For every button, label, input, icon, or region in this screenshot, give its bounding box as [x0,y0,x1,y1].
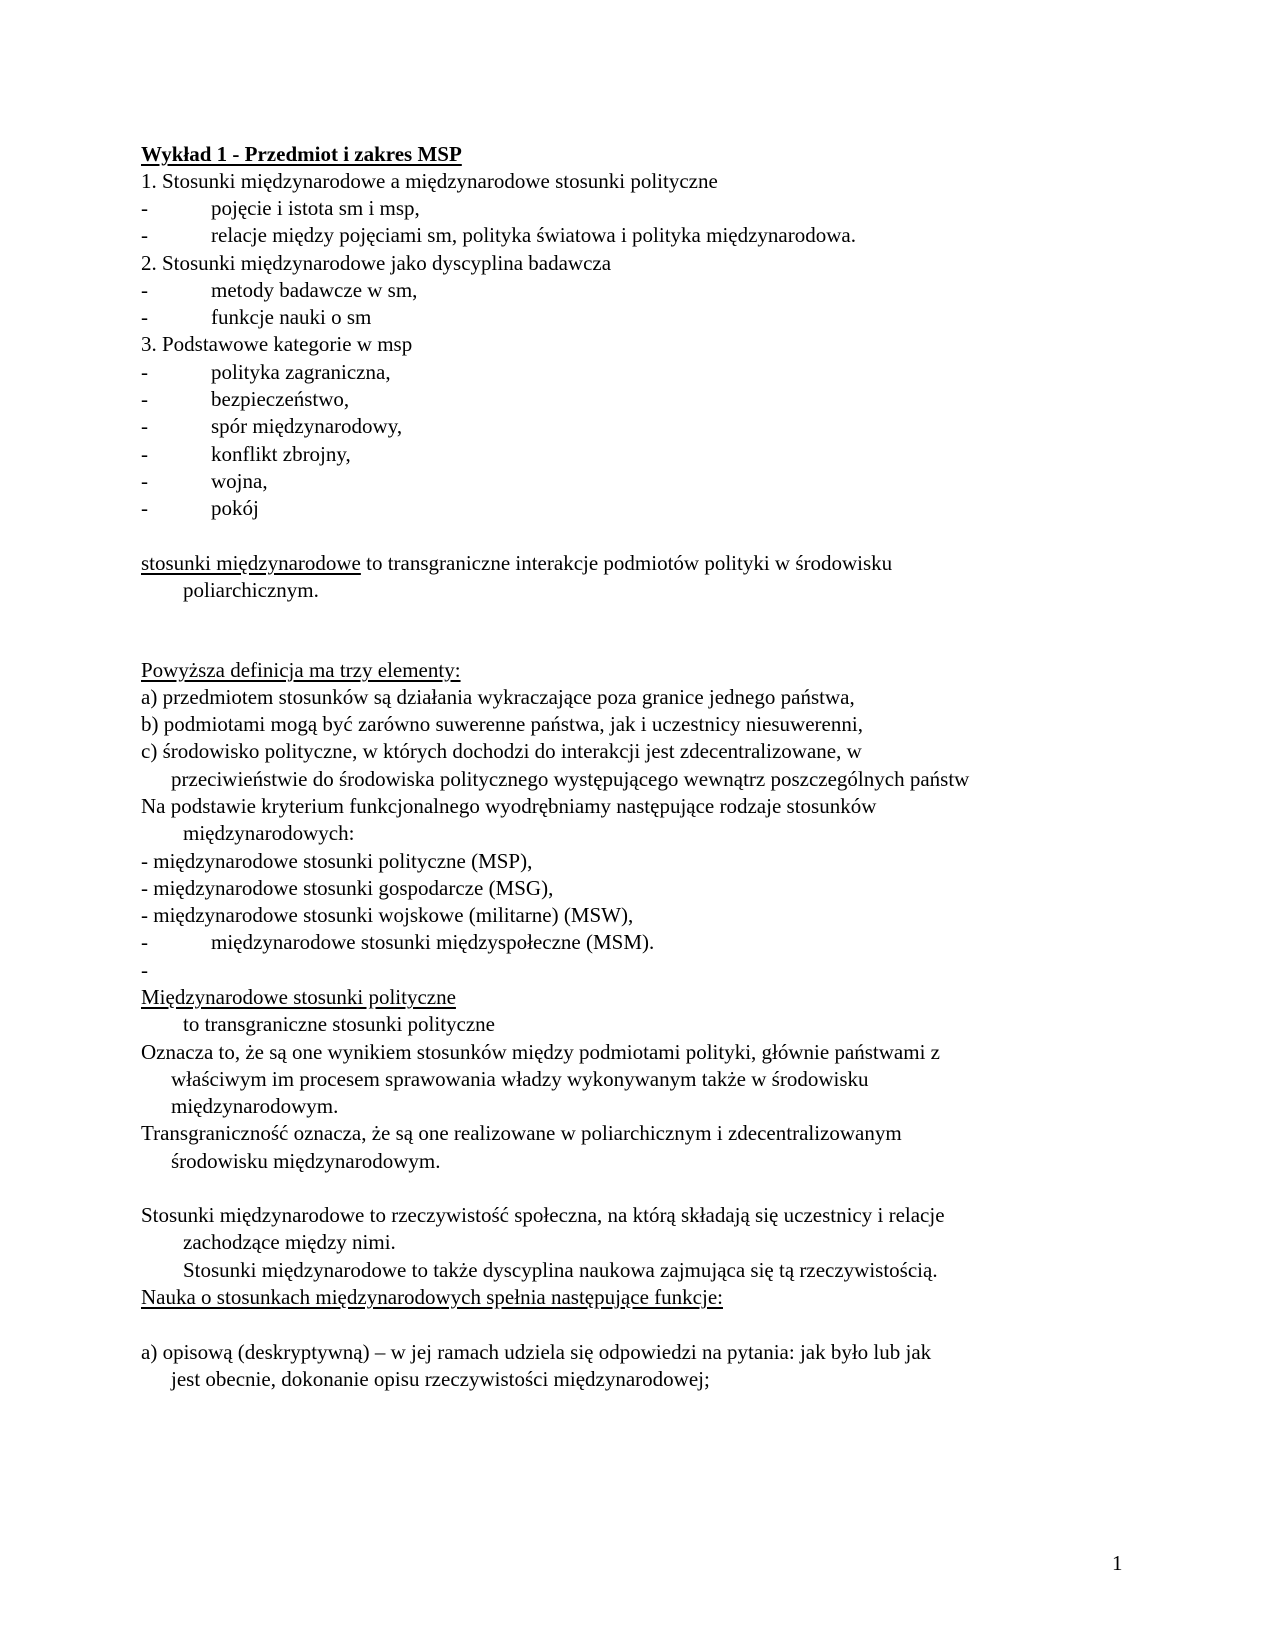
discipline-paragraph: Stosunki międzynarodowe to także dyscyplina naukowa zajmująca się tą rzeczywistością. [183,1258,938,1282]
bullet-dash: - [141,278,148,302]
outline-item: bezpieczeństwo, [211,387,350,411]
element-b: b) podmiotami mogą być zarówno suwerenne państwa, jak i uczestnicy niesuwerenni, [141,712,863,736]
page-number: 1 [1112,1551,1123,1575]
transborder-paragraph: Transgraniczność oznacza, że są one realizowane w poliarchicznym i zdecentralizowanym [141,1121,902,1145]
type-item: międzynarodowe stosunki międzyspołeczne (MSM). [211,930,655,954]
bullet-dash: - [141,196,148,220]
type-item: - międzynarodowe stosunki gospodarcze (MSG), [141,876,554,900]
definition-text: to transgraniczne interakcje podmiotów polityki w środowisku [360,551,893,575]
outline-heading-3: 3. Podstawowe kategorie w msp [141,332,413,356]
reality-continuation: zachodzące między nimi. [183,1230,396,1254]
bullet-dash: - [141,930,148,954]
criterion-text: Na podstawie kryterium funkcjonalnego wyodrębniamy następujące rodzaje stosunków [141,794,877,818]
outline-item: pokój [211,496,259,520]
definition-paragraph [141,550,892,577]
bullet-dash: - [141,414,148,438]
meaning-continuation: właściwym im procesem sprawowania władzy wykonywanym także w środowisku [171,1067,869,1091]
outline-item: konflikt zbrojny, [211,442,351,466]
bullet-dash: - [141,442,148,466]
bullet-dash: - [141,958,148,982]
element-c-continuation: przeciwieństwie do środowiska politycznego występującego wewnątrz poszczególnych państw [171,767,970,791]
meaning-continuation: międzynarodowym. [171,1094,339,1118]
outline-item: funkcje nauki o sm [211,305,372,329]
criterion-continuation: międzynarodowych: [183,821,355,845]
outline-item: wojna, [211,469,268,493]
reality-paragraph: Stosunki międzynarodowe to rzeczywistość społeczna, na którą składają się uczestnicy i relacje [141,1203,945,1227]
outline-heading-1: 1. Stosunki międzynarodowe a międzynarodowe stosunki polityczne [141,169,718,193]
functions-heading: Nauka o stosunkach międzynarodowych spełnia następujące funkcje: [141,1285,723,1309]
element-c: c) środowisko polityczne, w których dochodzi do interakcji jest zdecentralizowane, w [141,739,862,763]
function-a: a) opisową (deskryptywną) – w jej ramach udziela się odpowiedzi na pytania: jak było lub jak [141,1340,932,1364]
bullet-dash: - [141,360,148,384]
meaning-paragraph: Oznacza to, że są one wynikiem stosunków między podmiotami polityki, głównie państwami z [141,1040,940,1064]
bullet-dash: - [141,223,148,247]
outline-item: relacje między pojęciami sm, polityka światowa i polityka międzynarodowa. [211,223,856,247]
bullet-dash: - [141,496,148,520]
bullet-dash: - [141,305,148,329]
definition-term: stosunki międzynarodowe [141,551,361,575]
function-a-continuation: jest obecnie, dokonanie opisu rzeczywistości międzynarodowej; [171,1367,710,1391]
outline-heading-2: 2. Stosunki międzynarodowe jako dyscyplina badawcza [141,251,612,275]
definition-continuation: poliarchicznym. [183,578,319,602]
bullet-dash: - [141,387,148,411]
outline-item: metody badawcze w sm, [211,278,418,302]
transborder-continuation: środowisku międzynarodowym. [171,1149,441,1173]
outline-item: spór międzynarodowy, [211,414,403,438]
element-a: a) przedmiotem stosunków są działania wykraczające poza granice jednego państwa, [141,685,855,709]
bullet-dash: - [141,469,148,493]
document-title: Wykład 1 - Przedmiot i zakres MSP [141,142,462,166]
type-item: - międzynarodowe stosunki polityczne (MSP), [141,849,533,873]
elements-heading: Powyższa definicja ma trzy elementy: [141,658,461,682]
msp-definition: to transgraniczne stosunki polityczne [183,1012,495,1036]
outline-item: polityka zagraniczna, [211,360,391,384]
msp-heading: Międzynarodowe stosunki polityczne [141,985,456,1009]
type-item: - międzynarodowe stosunki wojskowe (militarne) (MSW), [141,903,634,927]
outline-item: pojęcie i istota sm i msp, [211,196,420,220]
